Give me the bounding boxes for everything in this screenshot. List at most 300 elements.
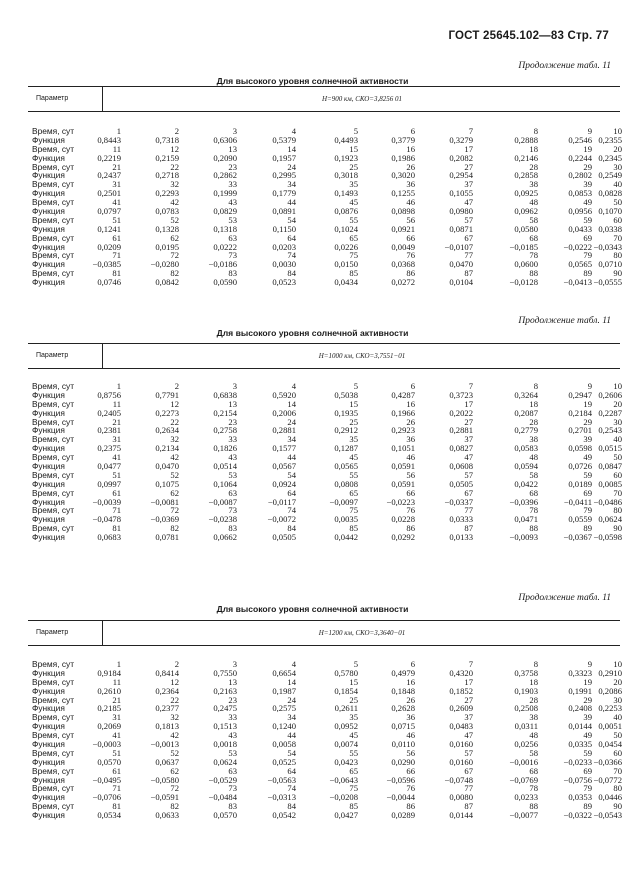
row-label: Время, сут (32, 747, 75, 758)
table-cell: 75 (349, 783, 358, 794)
table-cell: 12 (170, 398, 179, 409)
table-cell: −0,0313 (267, 792, 296, 803)
table-cell: 43 (228, 730, 237, 741)
table-cell: 0,2022 (449, 407, 473, 418)
table-cell: 20 (613, 676, 622, 687)
table-cell: 0,2163 (213, 685, 237, 696)
table-cell: 66 (406, 487, 415, 498)
table-cell: 0,0505 (272, 532, 296, 543)
table-cell: 41 (112, 730, 121, 741)
table-cell: 0,2923 (391, 425, 415, 436)
table-cell: −0,0769 (509, 774, 538, 785)
table-cell: 0,2995 (272, 170, 296, 181)
table-cell: 0,0333 (449, 514, 473, 525)
table-cell: 0,1328 (155, 223, 179, 234)
table-cell: −0,0598 (593, 532, 622, 543)
table-cell: 0,0226 (334, 241, 358, 252)
row-label: Функция (32, 407, 65, 418)
table-row (0, 533, 625, 542)
table-cell: 72 (170, 505, 179, 516)
row-label: Функция (32, 259, 65, 270)
table-cell: 27 (464, 161, 473, 172)
table-cell: 0,0594 (514, 461, 538, 472)
table-cell: 62 (170, 765, 179, 776)
row-label: Время, сут (32, 505, 75, 516)
table-cell: 65 (349, 232, 358, 243)
table-cell: 0,0256 (514, 739, 538, 750)
table-cell: 0,0051 (598, 721, 622, 732)
table-cell: 0,1987 (272, 685, 296, 696)
table-cell: 4 (291, 126, 296, 136)
table-cell: 59 (583, 747, 592, 758)
table-cell: 84 (287, 801, 296, 812)
table-cell: 55 (349, 747, 358, 758)
table-rows (0, 382, 625, 542)
table-cell: 2 (174, 126, 179, 136)
altitude-header-cell: H=1000 км, СКО=3,7551−01 (318, 352, 406, 360)
table-cell: 0,2501 (97, 188, 121, 199)
table-cell: 32 (170, 712, 179, 723)
table-cell: 0,0515 (598, 443, 622, 454)
row-label: Функция (32, 389, 65, 400)
table-cell: −0,0706 (92, 792, 121, 803)
table-cell: 0,2881 (449, 425, 473, 436)
table-cell: 70 (613, 487, 622, 498)
table-cell: 78 (529, 505, 538, 516)
table-cell: −0,0238 (208, 514, 237, 525)
table-cell: 0,0104 (449, 277, 473, 288)
table-cell: 60 (613, 214, 622, 225)
table-cell: 24 (287, 161, 296, 172)
table-cell: 0,0434 (334, 277, 358, 288)
table-cell: 48 (529, 730, 538, 741)
table-cell: 55 (349, 469, 358, 480)
table-cell: 0,2802 (568, 170, 592, 181)
table-cell: 0,1240 (272, 721, 296, 732)
table-cell: 0,1826 (213, 443, 237, 454)
table-cell: 27 (464, 694, 473, 705)
table-cell: 37 (464, 712, 473, 723)
table-cell: 0,2244 (568, 152, 592, 163)
table-cell: 39 (583, 179, 592, 190)
row-label: Время, сут (32, 214, 75, 225)
row-label: Время, сут (32, 730, 75, 741)
table-cell: 0,0567 (272, 461, 296, 472)
table-cell: 17 (464, 676, 473, 687)
table-cell: 0,0446 (598, 792, 622, 803)
table-cell: 13 (228, 398, 237, 409)
table-cell: 0,2947 (568, 389, 592, 400)
table-cell: 34 (287, 712, 296, 723)
table-cell: 0,0454 (598, 739, 622, 750)
table-cell: 67 (464, 487, 473, 498)
table-cell: −0,0366 (593, 756, 622, 767)
table-cell: −0,0484 (208, 792, 237, 803)
table-cell: 6 (410, 126, 415, 136)
table-cell: 25 (349, 416, 358, 427)
table-cell: 74 (287, 783, 296, 794)
table-cell: 11 (112, 143, 121, 154)
table-cell: 85 (349, 801, 358, 812)
table-cell: 0,0292 (391, 532, 415, 543)
table-cell: 28 (529, 694, 538, 705)
table-cell: −0,0772 (593, 774, 622, 785)
table-cell: 0,1923 (334, 152, 358, 163)
table-cell: 0,1577 (272, 443, 296, 454)
table-cell: 29 (583, 416, 592, 427)
table-cell: 0,2273 (155, 407, 179, 418)
table-cell: 0,0160 (449, 739, 473, 750)
row-label: Функция (32, 514, 65, 525)
table-cell: −0,0495 (92, 774, 121, 785)
table-cell: 87 (464, 523, 473, 534)
table-cell: 30 (613, 161, 622, 172)
table-cell: 18 (529, 398, 538, 409)
table-cell: 0,1150 (272, 223, 296, 234)
table-cell: 49 (583, 197, 592, 208)
table-cell: 0,0353 (568, 792, 592, 803)
row-label: Время, сут (32, 126, 75, 136)
table-cell: 26 (406, 416, 415, 427)
row-label: Функция (32, 443, 65, 454)
table-cell: 0,2543 (598, 425, 622, 436)
table-cell: 76 (406, 783, 415, 794)
table-cell: 80 (613, 250, 622, 261)
table-cell: 0,0997 (97, 478, 121, 489)
table-cell: 0,0433 (568, 223, 592, 234)
table-cell: 4 (291, 381, 296, 391)
table-cell: 19 (583, 143, 592, 154)
table-cell: 69 (583, 232, 592, 243)
table-cell: 0,2345 (598, 152, 622, 163)
table-cell: −0,0529 (208, 774, 237, 785)
table-cell: 22 (170, 161, 179, 172)
table-cell: 50 (613, 730, 622, 741)
table-cell: 49 (583, 452, 592, 463)
table-cell: −0,0563 (267, 774, 296, 785)
table-cell: 0,0598 (568, 443, 592, 454)
table-cell: 0,0074 (334, 739, 358, 750)
table-cell: 0,0797 (97, 206, 121, 217)
table-cell: 60 (613, 469, 622, 480)
table-cell: 2 (174, 659, 179, 669)
table-cell: −0,0097 (329, 496, 358, 507)
table-cell: 72 (170, 250, 179, 261)
table-cell: −0,0039 (92, 496, 121, 507)
table-cell: 0,0290 (391, 756, 415, 767)
table-cell: 37 (464, 179, 473, 190)
row-label: Время, сут (32, 765, 75, 776)
table-cell: 16 (406, 143, 415, 154)
table-cell: 0,0608 (449, 461, 473, 472)
table-cell: 40 (613, 434, 622, 445)
table-cell: 0,0203 (272, 241, 296, 252)
table-cell: 65 (349, 487, 358, 498)
row-label: Функция (32, 792, 65, 803)
table-cell: 0,2628 (391, 703, 415, 714)
row-label: Функция (32, 134, 65, 145)
row-label: Время, сут (32, 416, 75, 427)
row-label: Функция (32, 241, 65, 252)
table-rows (0, 660, 625, 820)
table-cell: 53 (228, 747, 237, 758)
table-cell: 43 (228, 452, 237, 463)
table-cell: −0,0107 (444, 241, 473, 252)
table-cell: 0,2146 (514, 152, 538, 163)
table-cell: 67 (464, 232, 473, 243)
table-rows (0, 127, 625, 287)
row-label: Время, сут (32, 712, 75, 723)
table-cell: 0,8443 (97, 134, 121, 145)
table-cell: 53 (228, 214, 237, 225)
table-cell: −0,0591 (150, 792, 179, 803)
table-cell: 0,6838 (213, 389, 237, 400)
table-cell: 0,2377 (155, 703, 179, 714)
table-cell: −0,0117 (267, 496, 296, 507)
table-cell: 19 (583, 398, 592, 409)
table-cell: 58 (529, 214, 538, 225)
table-cell: 0,0624 (598, 514, 622, 525)
table-cell: −0,0233 (563, 756, 592, 767)
table-cell: 53 (228, 469, 237, 480)
table-cell: 66 (406, 232, 415, 243)
table-cell: 28 (529, 161, 538, 172)
table-cell: 0,2086 (598, 685, 622, 696)
table-cell: 35 (349, 179, 358, 190)
parameter-header-cell: Параметр (28, 621, 103, 645)
row-label: Функция (32, 478, 65, 489)
row-label: Время, сут (32, 694, 75, 705)
table-cell: 0,0523 (272, 277, 296, 288)
table-cell: 84 (287, 523, 296, 534)
table-cell: 9 (587, 381, 592, 391)
table-cell: 89 (583, 268, 592, 279)
row-label: Функция (32, 721, 65, 732)
table-cell: 62 (170, 232, 179, 243)
table-cell: 0,0144 (568, 721, 592, 732)
table-cell: 0,0662 (213, 532, 237, 543)
table-cell: 32 (170, 179, 179, 190)
table-cell: 67 (464, 765, 473, 776)
table-cell: 3 (232, 381, 237, 391)
table-cell: −0,0186 (208, 259, 237, 270)
table-cell: −0,0478 (92, 514, 121, 525)
table-cell: 0,3323 (568, 667, 592, 678)
table-cell: 0,0710 (598, 259, 622, 270)
table-cell: 0,0080 (449, 792, 473, 803)
table-cell: 0,0956 (568, 206, 592, 217)
table-cell: −0,0072 (267, 514, 296, 525)
table-cell: 84 (287, 268, 296, 279)
row-label: Время, сут (32, 161, 75, 172)
row-label: Время, сут (32, 487, 75, 498)
table-cell: 88 (529, 523, 538, 534)
table-cell: 47 (464, 452, 473, 463)
table-cell: 0,2375 (97, 443, 121, 454)
table-cell: 88 (529, 268, 538, 279)
table-cell: 0,2087 (514, 407, 538, 418)
table-cell: 4 (291, 659, 296, 669)
table-cell: 0,2159 (155, 152, 179, 163)
table-cell: 0,1064 (213, 478, 237, 489)
table-cell: 0,0829 (213, 206, 237, 217)
table-cell: 21 (112, 694, 121, 705)
table-cell: 0,2954 (449, 170, 473, 181)
table-cell: 0,2069 (97, 721, 121, 732)
table-cell: −0,0093 (509, 532, 538, 543)
table-cell: 0,0624 (213, 756, 237, 767)
table-cell: −0,0003 (92, 739, 121, 750)
row-label: Время, сут (32, 452, 75, 463)
table-cell: 36 (406, 434, 415, 445)
table-cell: 0,0853 (568, 188, 592, 199)
table-cell: 64 (287, 765, 296, 776)
table-cell: 0,0600 (514, 259, 538, 270)
table-row (0, 278, 625, 287)
table-cell: 0,2611 (334, 703, 358, 714)
table-cell: 56 (406, 214, 415, 225)
table-cell: 10 (613, 381, 622, 391)
table-cell: 0,0505 (449, 478, 473, 489)
table-cell: 58 (529, 747, 538, 758)
table-cell: 83 (228, 268, 237, 279)
table-cell: 64 (287, 232, 296, 243)
table-cell: 0,0514 (213, 461, 237, 472)
table-cell: 0,0470 (449, 259, 473, 270)
table-cell: 73 (228, 250, 237, 261)
table-cell: 0,0442 (334, 532, 358, 543)
table-cell: 15 (349, 398, 358, 409)
row-label: Время, сут (32, 659, 75, 669)
table-cell: 85 (349, 268, 358, 279)
table-header (28, 343, 620, 369)
table-cell: 81 (112, 801, 121, 812)
table-cell: 85 (349, 523, 358, 534)
table-cell: 0,4320 (449, 667, 473, 678)
table-cell: 75 (349, 505, 358, 516)
table-title: Для высокого уровня солнечной активности (216, 76, 409, 86)
table-cell: 61 (112, 232, 121, 243)
table-cell: 52 (170, 214, 179, 225)
table-cell: 0,1075 (155, 478, 179, 489)
table-cell: 80 (613, 783, 622, 794)
table-cell: 0,1024 (334, 223, 358, 234)
table-cell: 79 (583, 250, 592, 261)
table-cell: 6 (410, 381, 415, 391)
table-cell: 0,2508 (514, 703, 538, 714)
table-cell: 9 (587, 126, 592, 136)
table-cell: 58 (529, 469, 538, 480)
table-cell: 33 (228, 179, 237, 190)
table-cell: −0,0077 (509, 810, 538, 821)
row-label: Время, сут (32, 232, 75, 243)
table-cell: −0,0411 (563, 496, 592, 507)
row-label: Время, сут (32, 381, 75, 391)
table-cell: 0,0144 (449, 810, 473, 821)
table-cell: 56 (406, 747, 415, 758)
table-cell: 0,2610 (97, 685, 121, 696)
table-cell: 0,0842 (155, 277, 179, 288)
parameter-header-cell: Параметр (28, 87, 103, 111)
table-cell: 61 (112, 765, 121, 776)
table-cell: 81 (112, 523, 121, 534)
table-cell: 17 (464, 398, 473, 409)
table-cell: 57 (464, 214, 473, 225)
table-cell: 56 (406, 469, 415, 480)
table-cell: 29 (583, 161, 592, 172)
table-cell: 0,2549 (598, 170, 622, 181)
table-cell: 0,0422 (514, 478, 538, 489)
row-label: Время, сут (32, 143, 75, 154)
table-cell: 0,1255 (391, 188, 415, 199)
table-cell: 23 (228, 161, 237, 172)
table-cell: 0,0921 (391, 223, 415, 234)
table-cell: 0,0876 (334, 206, 358, 217)
table-cell: 52 (170, 747, 179, 758)
table-cell: −0,0322 (563, 810, 592, 821)
table-cell: 0,0783 (155, 206, 179, 217)
table-continuation-note: Продолжение табл. 11 (518, 61, 611, 71)
table-cell: 51 (112, 747, 121, 758)
table-cell: 42 (170, 730, 179, 741)
table-cell: 0,0150 (334, 259, 358, 270)
table-cell: 38 (529, 434, 538, 445)
table-cell: 0,0534 (97, 810, 121, 821)
table-cell: 13 (228, 143, 237, 154)
table-cell: −0,0081 (150, 496, 179, 507)
table-cell: 0,0683 (97, 532, 121, 543)
altitude-header-cell: H=1200 км, СКО=3,3640−01 (318, 629, 406, 637)
table-cell: 57 (464, 747, 473, 758)
table-cell: 86 (406, 801, 415, 812)
table-cell: 59 (583, 469, 592, 480)
table-cell: 42 (170, 452, 179, 463)
table-cell: 63 (228, 765, 237, 776)
table-cell: 54 (287, 214, 296, 225)
table-cell: 6 (410, 659, 415, 669)
table-cell: 68 (529, 765, 538, 776)
table-cell: 68 (529, 487, 538, 498)
table-cell: 39 (583, 712, 592, 723)
row-label: Функция (32, 496, 65, 507)
table-cell: 36 (406, 179, 415, 190)
table-cell: −0,0385 (92, 259, 121, 270)
table-cell: 43 (228, 197, 237, 208)
row-label: Время, сут (32, 250, 75, 261)
table-cell: 76 (406, 250, 415, 261)
table-cell: 8 (533, 381, 538, 391)
table-cell: 0,0565 (568, 259, 592, 270)
table-cell: 82 (170, 523, 179, 534)
table-cell: 0,0311 (514, 721, 538, 732)
table-cell: 0,0058 (272, 739, 296, 750)
table-cell: 0,7550 (213, 667, 237, 678)
table-cell: 31 (112, 712, 121, 723)
table-cell: 0,0470 (155, 461, 179, 472)
row-label: Время, сут (32, 197, 75, 208)
table-cell: −0,0643 (329, 774, 358, 785)
table-cell: 89 (583, 523, 592, 534)
table-cell: 69 (583, 487, 592, 498)
table-cell: 5 (353, 659, 358, 669)
table-cell: 39 (583, 434, 592, 445)
table-cell: 10 (613, 659, 622, 669)
table-cell: 0,3020 (391, 170, 415, 181)
table-cell: 0,0030 (272, 259, 296, 270)
table-cell: 78 (529, 250, 538, 261)
table-cell: 9 (587, 659, 592, 669)
row-label: Время, сут (32, 434, 75, 445)
